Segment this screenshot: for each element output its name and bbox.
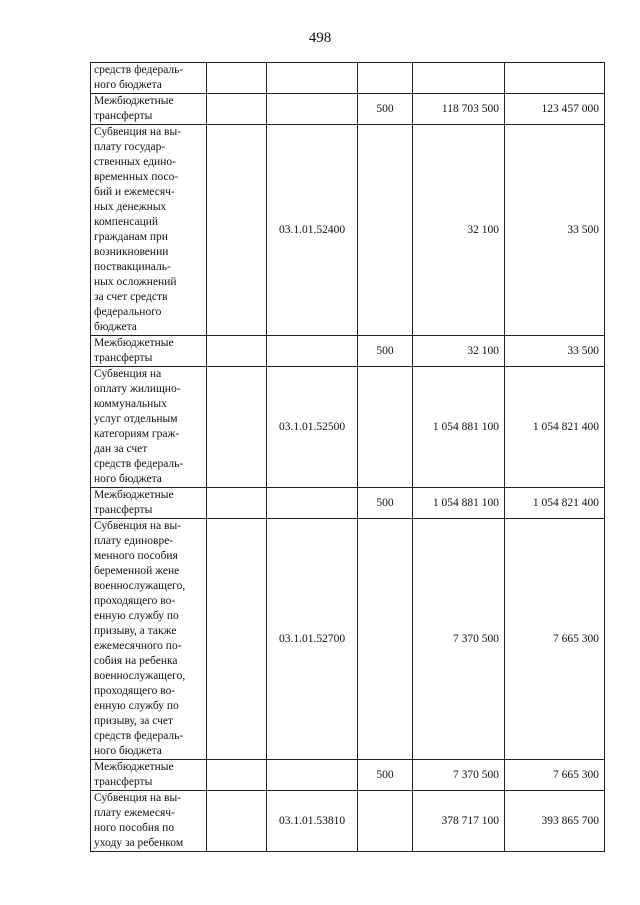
row-amount-year2-cell: 33 500 bbox=[505, 125, 605, 336]
row-amount-year1-cell: 7 370 500 bbox=[413, 760, 505, 791]
row-name-line: Субвенция на bbox=[94, 368, 162, 380]
row-blank-cell bbox=[207, 125, 267, 336]
row-name-line: енную службу по bbox=[94, 610, 179, 622]
row-blank-cell bbox=[207, 488, 267, 519]
row-type-cell: 500 bbox=[358, 94, 413, 125]
page-number: 498 bbox=[308, 30, 332, 46]
row-blank-cell bbox=[207, 791, 267, 852]
row-name-line: компенсаций bbox=[94, 216, 159, 228]
row-type-cell: 500 bbox=[358, 336, 413, 367]
row-name-line: трансферты bbox=[94, 776, 153, 788]
table-row bbox=[91, 63, 605, 94]
row-name-cell bbox=[91, 519, 207, 760]
row-code-cell bbox=[267, 488, 358, 519]
row-code-cell bbox=[267, 760, 358, 791]
row-name-line: трансферты bbox=[94, 504, 153, 516]
row-name-line: коммунальных bbox=[94, 398, 167, 410]
row-name-line: призыву, а также bbox=[94, 625, 177, 637]
row-code-cell: 03.1.01.52400 bbox=[267, 125, 358, 336]
row-amount-year2-cell: 123 457 000 bbox=[505, 94, 605, 125]
row-blank-cell bbox=[207, 94, 267, 125]
row-name-line: проходящего во- bbox=[94, 685, 176, 697]
row-name-line: гражданам при bbox=[94, 231, 168, 243]
table-row bbox=[91, 94, 605, 125]
row-name-line: плату ежемесяч- bbox=[94, 807, 175, 819]
row-name-cell bbox=[91, 488, 207, 519]
row-name-line: Субвенция на вы- bbox=[94, 126, 182, 138]
table-row bbox=[91, 519, 605, 760]
row-name-line: оплату жилищно- bbox=[94, 383, 181, 395]
row-name-line: Субвенция на вы- bbox=[94, 792, 182, 804]
row-name-line: ственных едино- bbox=[94, 156, 176, 168]
row-name-line: ных осложнений bbox=[94, 276, 177, 288]
row-blank-cell bbox=[207, 63, 267, 94]
row-code-cell: 03.1.01.52500 bbox=[267, 367, 358, 488]
row-name-cell bbox=[91, 760, 207, 791]
row-name-line: плату государ- bbox=[94, 141, 166, 153]
row-name-line: федерального bbox=[94, 306, 162, 318]
row-name-cell bbox=[91, 94, 207, 125]
table-row bbox=[91, 336, 605, 367]
row-name-line: уходу за ребенком bbox=[94, 837, 184, 849]
row-name-line: бюджета bbox=[94, 321, 137, 333]
row-code-cell: 03.1.01.53810 bbox=[267, 791, 358, 852]
row-name-line: проходящего во- bbox=[94, 595, 176, 607]
row-name-line: призыву, за счет bbox=[94, 715, 174, 727]
row-amount-year2-cell bbox=[505, 63, 605, 94]
row-blank-cell bbox=[207, 367, 267, 488]
row-amount-year1-cell: 378 717 100 bbox=[413, 791, 505, 852]
row-name-line: енную службу по bbox=[94, 700, 179, 712]
row-name-line: военнослужащего, bbox=[94, 670, 186, 682]
row-code-cell bbox=[267, 336, 358, 367]
row-name-line: услуг отдельным bbox=[94, 413, 178, 425]
table-row bbox=[91, 367, 605, 488]
row-type-cell bbox=[358, 63, 413, 94]
row-name-line: плату единовре- bbox=[94, 535, 174, 547]
row-name-line: средств федераль- bbox=[94, 730, 184, 742]
row-name-line: ежемесячного по- bbox=[94, 640, 182, 652]
row-name-line: Межбюджетные bbox=[94, 489, 174, 501]
row-amount-year2-cell: 1 054 821 400 bbox=[505, 367, 605, 488]
row-name-line: ного бюджета bbox=[94, 79, 162, 91]
row-name-line: дан за счет bbox=[94, 443, 148, 455]
row-amount-year2-cell: 7 665 300 bbox=[505, 760, 605, 791]
row-type-cell: 500 bbox=[358, 488, 413, 519]
row-name-line: за счет средств bbox=[94, 291, 168, 303]
row-name-line: средств федераль- bbox=[94, 64, 184, 76]
row-name-line: Межбюджетные bbox=[94, 95, 174, 107]
row-amount-year1-cell: 1 054 881 100 bbox=[413, 367, 505, 488]
row-name-line: категориям граж- bbox=[94, 428, 180, 440]
budget-table bbox=[90, 62, 605, 852]
row-name-cell bbox=[91, 125, 207, 336]
row-name-line: трансферты bbox=[94, 352, 153, 364]
row-name-line: возникновении bbox=[94, 246, 169, 258]
row-blank-cell bbox=[207, 336, 267, 367]
row-name-line: Межбюджетные bbox=[94, 337, 174, 349]
row-blank-cell bbox=[207, 760, 267, 791]
row-amount-year1-cell: 1 054 881 100 bbox=[413, 488, 505, 519]
row-name-cell bbox=[91, 336, 207, 367]
row-blank-cell bbox=[207, 519, 267, 760]
row-name-line: ного пособия по bbox=[94, 822, 175, 834]
row-type-cell bbox=[358, 125, 413, 336]
row-amount-year1-cell: 32 100 bbox=[413, 336, 505, 367]
row-amount-year1-cell bbox=[413, 63, 505, 94]
row-name-line: поствакциналь- bbox=[94, 261, 171, 273]
row-name-line: Субвенция на вы- bbox=[94, 520, 182, 532]
row-name-cell bbox=[91, 63, 207, 94]
row-name-line: ного бюджета bbox=[94, 473, 162, 485]
row-type-cell: 500 bbox=[358, 760, 413, 791]
row-name-line: Межбюджетные bbox=[94, 761, 174, 773]
table-row bbox=[91, 791, 605, 852]
row-amount-year2-cell: 1 054 821 400 bbox=[505, 488, 605, 519]
row-name-line: бий и ежемесяч- bbox=[94, 186, 175, 198]
row-amount-year1-cell: 7 370 500 bbox=[413, 519, 505, 760]
table-row bbox=[91, 488, 605, 519]
row-amount-year1-cell: 118 703 500 bbox=[413, 94, 505, 125]
row-type-cell bbox=[358, 791, 413, 852]
row-amount-year2-cell: 7 665 300 bbox=[505, 519, 605, 760]
row-name-line: собия на ребенка bbox=[94, 655, 178, 667]
table-row bbox=[91, 760, 605, 791]
table-row bbox=[91, 125, 605, 336]
row-name-line: средств федераль- bbox=[94, 458, 184, 470]
row-name-line: менного пособия bbox=[94, 550, 178, 562]
budget-table-body bbox=[91, 63, 605, 852]
row-type-cell bbox=[358, 519, 413, 760]
row-name-line: трансферты bbox=[94, 110, 153, 122]
row-name-line: военнослужащего, bbox=[94, 580, 186, 592]
row-name-line: ных денежных bbox=[94, 201, 167, 213]
row-name-cell bbox=[91, 367, 207, 488]
row-code-cell bbox=[267, 63, 358, 94]
row-name-line: временных посо- bbox=[94, 171, 179, 183]
row-amount-year2-cell: 33 500 bbox=[505, 336, 605, 367]
row-code-cell: 03.1.01.52700 bbox=[267, 519, 358, 760]
row-amount-year2-cell: 393 865 700 bbox=[505, 791, 605, 852]
row-name-cell bbox=[91, 791, 207, 852]
row-name-line: ного бюджета bbox=[94, 745, 162, 757]
row-type-cell bbox=[358, 367, 413, 488]
row-code-cell bbox=[267, 94, 358, 125]
row-name-line: беременной жене bbox=[94, 565, 180, 577]
row-amount-year1-cell: 32 100 bbox=[413, 125, 505, 336]
